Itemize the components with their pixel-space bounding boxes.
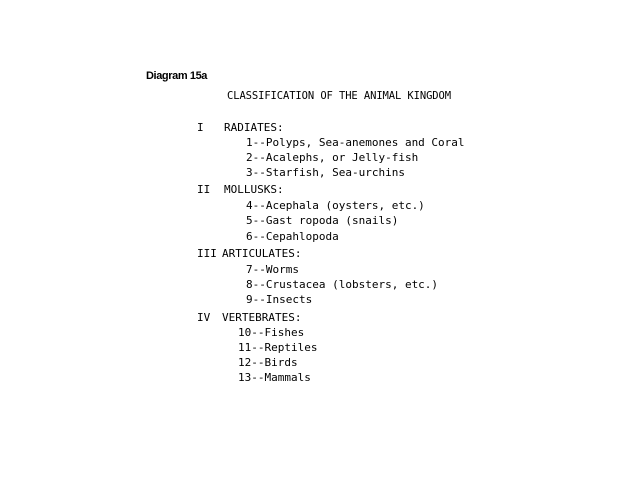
list-item: 4--Acephala (oysters, etc.) (246, 199, 425, 212)
list-item: 2--Acalephs, or Jelly-fish (246, 151, 419, 164)
group-name: MOLLUSKS: (224, 183, 284, 196)
group-numeral: I (197, 121, 204, 134)
list-item: 7--Worms (246, 263, 299, 276)
group-name: VERTEBRATES: (222, 311, 302, 324)
list-item: 9--Insects (246, 293, 313, 306)
group-numeral: IV (197, 311, 211, 324)
list-item: 5--Gast ropoda (snails) (246, 214, 399, 227)
list-item: 10--Fishes (238, 326, 305, 339)
group-name: RADIATES: (224, 121, 284, 134)
list-item: 12--Birds (238, 356, 298, 369)
list-item: 13--Mammals (238, 371, 311, 384)
diagram-label: Diagram 15a (146, 70, 208, 82)
document-title: CLASSIFICATION OF THE ANIMAL KINGDOM (227, 90, 451, 102)
group-numeral: II (197, 183, 211, 196)
list-item: 6--Cepahlopoda (246, 230, 339, 243)
group-numeral: III (197, 247, 217, 260)
list-item: 11--Reptiles (238, 341, 318, 354)
group-name: ARTICULATES: (222, 247, 302, 260)
list-item: 1--Polyps, Sea-anemones and Coral (246, 136, 465, 149)
list-item: 3--Starfish, Sea-urchins (246, 166, 405, 179)
list-item: 8--Crustacea (lobsters, etc.) (246, 278, 439, 291)
